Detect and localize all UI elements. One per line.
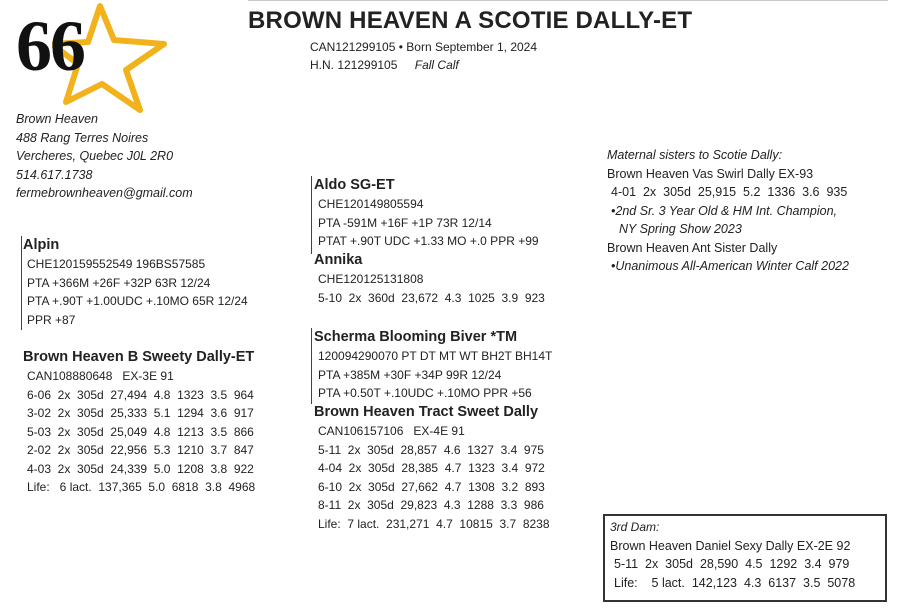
breeder-phone: 514.617.1738 (16, 167, 93, 182)
sire-line4: PPR +87 (27, 312, 76, 327)
dam-record: 3-02 2x 305d 25,333 5.1 1294 3.6 917 (27, 406, 254, 420)
hn-line (310, 56, 537, 74)
sire-of-sire-name: Aldo SG-ET (314, 177, 395, 193)
sire-of-dam-name: Scherma Blooming Biver *TM (314, 329, 518, 345)
sister1-note1: •2nd Sr. 3 Year Old & HM Int. Champion, (611, 203, 838, 218)
sire-of-dam-line1: 120094290070 PT DT MT WT BH2T BH14T (318, 349, 553, 363)
grand-dam-record: 8-11 2x 305d 29,823 4.3 1288 3.3 986 (318, 498, 544, 512)
sire-of-sire-line3: PTAT +.90T UDC +1.33 MO +.0 PPR +99 (318, 234, 539, 248)
dam-record: 6-06 2x 305d 27,494 4.8 1323 3.5 964 (27, 387, 254, 402)
hn-number: H.N. 121299105 (310, 58, 398, 72)
page-title: BROWN HEAVEN A SCOTIE DALLY-ET (248, 7, 693, 34)
dam-block (23, 348, 255, 497)
dam-record: 4-03 2x 305d 24,339 5.0 1208 3.8 922 (27, 461, 254, 476)
third-dam-block (610, 518, 855, 592)
sire-line2: PTA +366M +26F +32P 63R 12/24 (27, 275, 211, 290)
sire-of-sire-bracket (311, 176, 312, 254)
dam-life: Life: 6 lact. 137,365 5.0 6818 3.8 4968 (27, 480, 256, 494)
grand-dam-life: Life: 7 lact. 231,271 4.7 10815 3.7 8238 (318, 516, 550, 531)
calf-class: Fall Calf (414, 58, 459, 72)
dam-of-sire-line1: CHE120125131808 (318, 272, 424, 286)
third-dam-record: 5-11 2x 305d 28,590 4.5 1292 3.4 979 (614, 557, 850, 571)
third-dam-label: 3rd Dam: (610, 520, 660, 534)
maternal-sisters-block (607, 146, 849, 276)
grand-dam-name: Brown Heaven Tract Sweet Dally (314, 404, 539, 420)
sire-line3: PTA +.90T +1.00UDC +.10MO 65R 12/24 (27, 294, 248, 308)
sister1-record: 4-01 2x 305d 25,915 5.2 1336 3.6 935 (611, 185, 848, 199)
breeder-farm: Brown Heaven (16, 112, 98, 126)
sire-line1: CHE120159552549 196BS57585 (27, 257, 206, 271)
third-dam-life: Life: 5 lact. 142,123 4.3 6137 3.5 5078 (614, 575, 856, 590)
dam-record: 2-02 2x 305d 22,956 5.3 1210 3.7 847 (27, 443, 254, 457)
dam-of-sire-record: 5-10 2x 360d 23,672 4.3 1025 3.9 923 (318, 290, 545, 305)
breeder-info (16, 110, 193, 203)
sister1-name: Brown Heaven Vas Swirl Dally EX-93 (607, 166, 814, 181)
breeder-email: fermebrownheaven@gmail.com (16, 186, 193, 200)
breeder-address2: Vercheres, Quebec J0L 2R0 (16, 149, 174, 163)
breeder-address1: 488 Rang Terres Noires (16, 130, 149, 145)
dam-name: Brown Heaven B Sweety Dally-ET (23, 349, 255, 365)
grand-dam-record: 5-11 2x 305d 28,857 4.6 1327 3.4 975 (318, 442, 544, 457)
sire-bracket (21, 236, 22, 330)
sister2-note: •Unanimous All-American Winter Calf 2022 (611, 259, 849, 273)
dam-of-sire-name: Annika (314, 252, 363, 268)
third-dam-name: Brown Heaven Daniel Sexy Dally EX-2E 92 (610, 538, 851, 553)
grand-dam-record: 6-10 2x 305d 27,662 4.7 1308 3.2 893 (318, 479, 545, 494)
sister2-name: Brown Heaven Ant Sister Dally (607, 240, 778, 255)
dam-line1: CAN108880648 EX-3E 91 (27, 369, 174, 383)
sire-of-dam-block (314, 328, 552, 403)
lot-number: 66 (16, 6, 84, 86)
sire-block (23, 236, 248, 329)
maternal-sisters-heading: Maternal sisters to Scotie Dally: (607, 148, 783, 162)
sire-of-sire-block (314, 176, 539, 251)
grand-dam-line1: CAN106157106 EX-4E 91 (318, 424, 465, 438)
sire-of-dam-line2: PTA +385M +30F +34P 99R 12/24 (318, 367, 502, 382)
sire-of-dam-bracket (311, 328, 312, 404)
grand-dam-record: 4-04 2x 305d 28,385 4.7 1323 3.4 972 (318, 461, 545, 475)
grand-dam-block (314, 403, 550, 533)
registration-line: CAN121299105 • Born September 1, 2024 (310, 40, 538, 54)
sire-of-dam-line3: PTA +0.50T +.10UDC +.10MO PPR +56 (318, 386, 532, 400)
top-rule (248, 0, 888, 1)
dam-record: 5-03 2x 305d 25,049 4.8 1213 3.5 866 (27, 424, 254, 439)
sire-of-sire-line1: CHE120149805594 (318, 197, 424, 211)
sire-name: Alpin (23, 237, 60, 253)
id-block (310, 38, 537, 74)
dam-of-sire-block (314, 251, 545, 307)
sire-of-sire-line2: PTA -591M +16F +1P 73R 12/14 (318, 215, 492, 230)
sister1-note2: NY Spring Show 2023 (619, 222, 742, 236)
